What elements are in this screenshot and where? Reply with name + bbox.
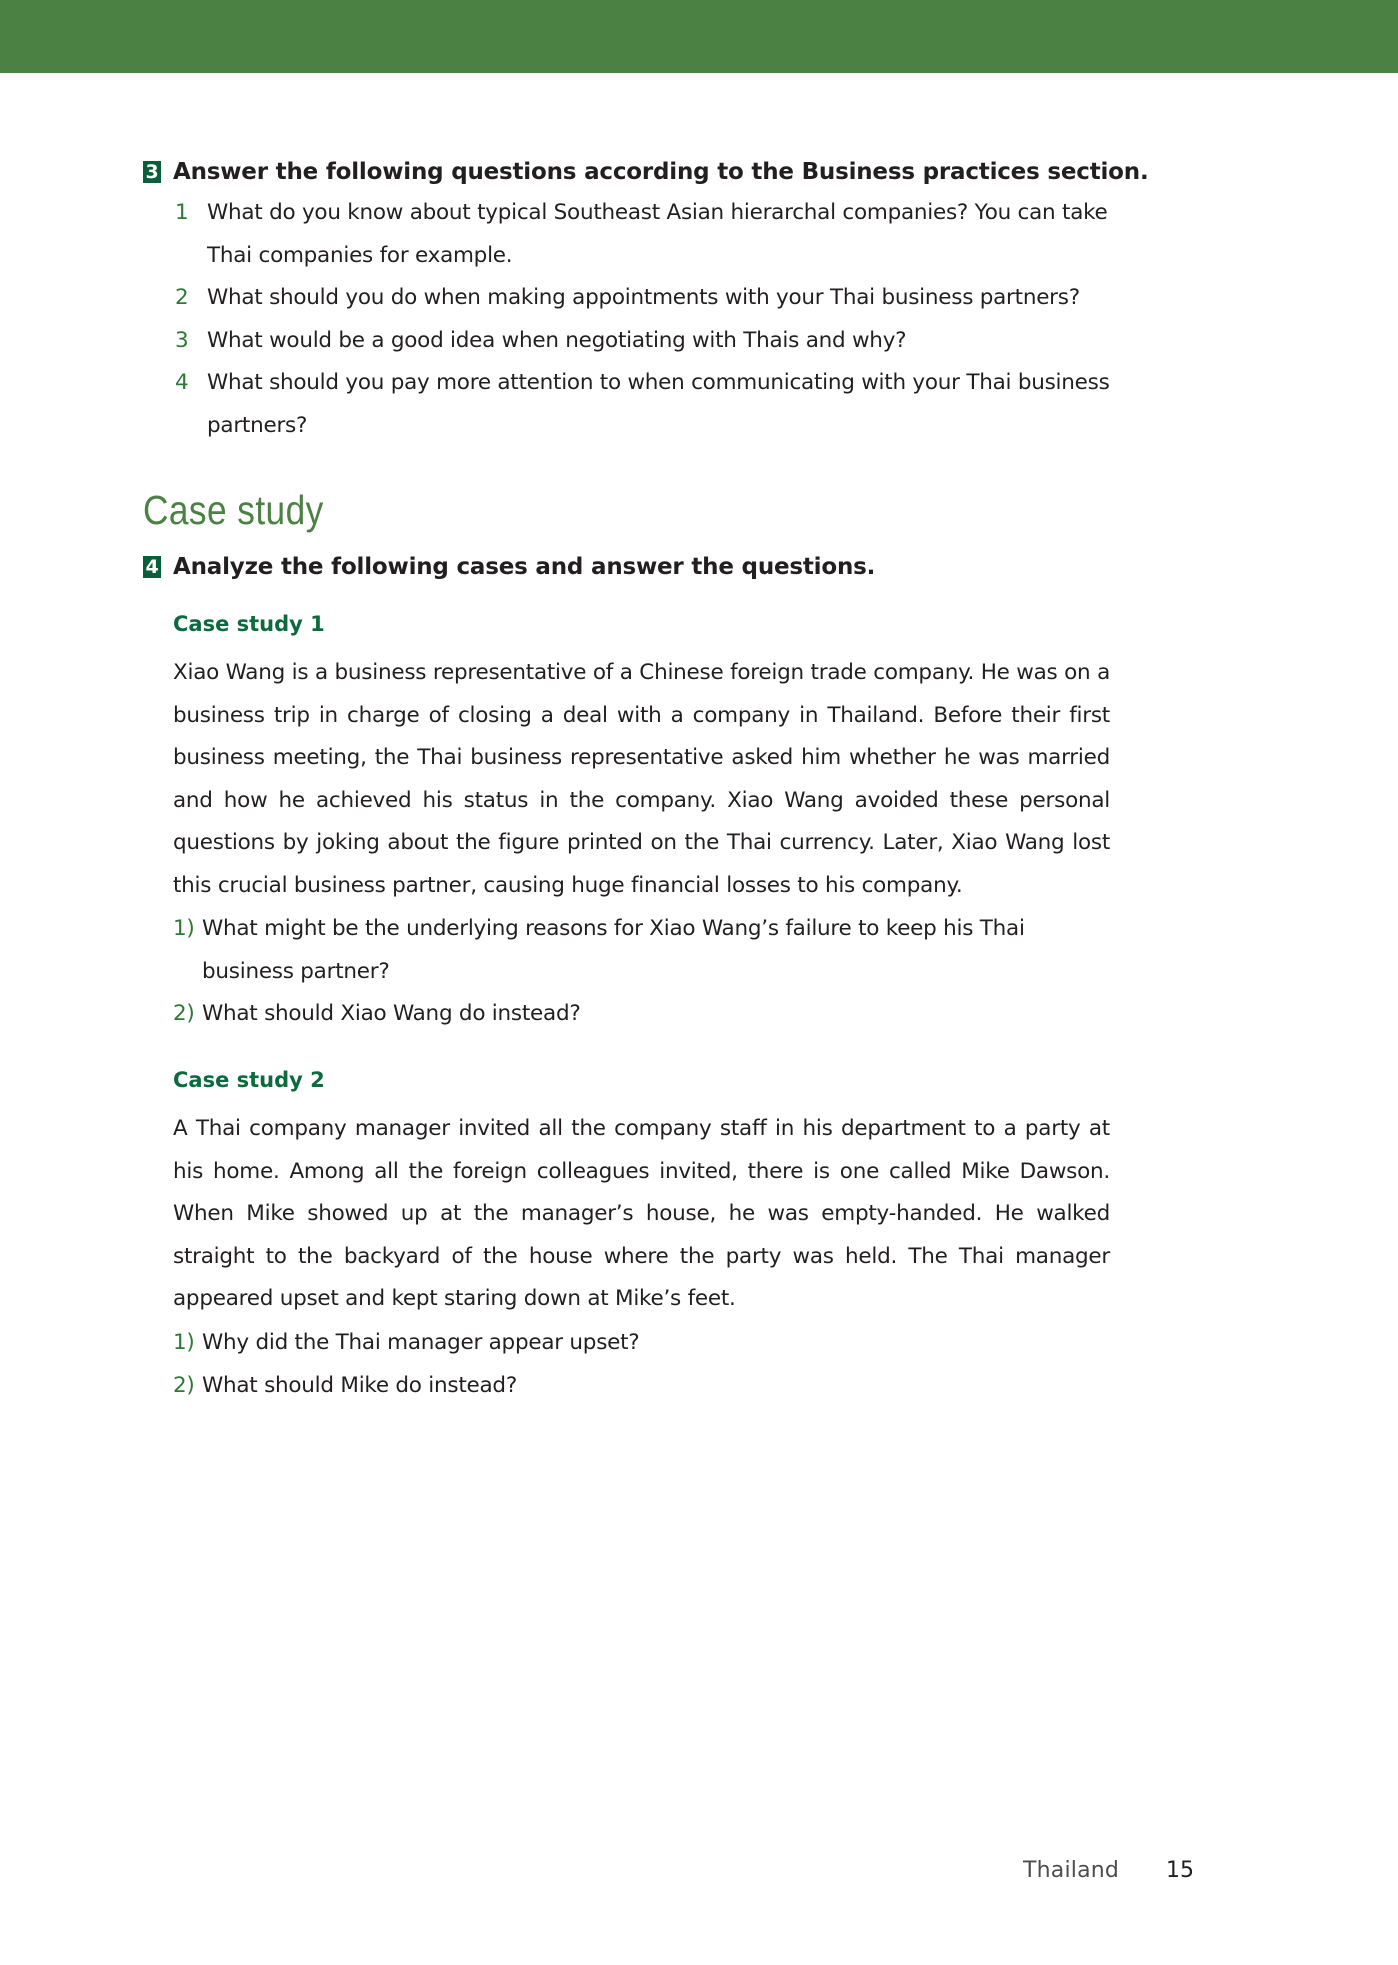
case-question-number: 2): [173, 1372, 195, 1398]
exercise-number-badge: 3: [143, 161, 161, 183]
question-item: [173, 362, 1110, 447]
question-item: [173, 192, 1110, 277]
case-study-2-paragraph: A Thai company manager invited all the company staff in his department to a party at his home. Among all the foreign colleagues invited, there is one called Mike Dawson. When Mike showed up at the manager’s house, he was empty-handed. He walked straight to the backyard of the house where the party was held. The Thai manager appeared upset and kept staring down at Mike’s feet.: [173, 1116, 1110, 1311]
case-study-1-questions: [173, 908, 1110, 1036]
case-study-2-questions: [173, 1322, 1110, 1407]
exercise-3-heading: [143, 157, 1149, 187]
case-question-item: [173, 993, 1110, 1036]
question-text: What should you do when making appointments with your Thai business partners?: [207, 285, 1080, 310]
exercise-4-heading: [143, 552, 875, 582]
case-question-number: 1): [173, 1330, 195, 1355]
page-number: 15: [1166, 1858, 1194, 1883]
case-question-text: What should Mike do instead?: [202, 1372, 517, 1398]
case-question-text: Why did the Thai manager appear upset?: [202, 1330, 640, 1355]
case-question-number: 2): [173, 1001, 195, 1026]
exercise-3-instruction: Answer the following questions according to the Business practices section.: [173, 159, 1149, 185]
question-item: [173, 277, 1110, 320]
question-text: What do you know about typical Southeast Asian hierarchal companies? You can take Thai companies for example.: [207, 200, 1108, 268]
question-number: 4: [175, 370, 189, 395]
case-question-item: [173, 1322, 1110, 1365]
question-number: 3: [175, 327, 189, 353]
exercise-4-instruction: Analyze the following cases and answer the questions.: [173, 554, 876, 580]
case-study-1-paragraph: Xiao Wang is a business representative of a Chinese foreign trade company. He was on a business trip in charge of closing a deal with a company in Thailand. Before their first business meeting, the Thai business representative asked him whether he was married and how he achieved his status in the company. Xiao Wang avoided these personal questions by joking about the figure printed on the Thai currency. Later, Xiao Wang lost this crucial business partner, causing huge financial losses to his company.: [173, 660, 1110, 898]
section-title-case-study: Case study: [143, 487, 324, 533]
case-question-number: 1): [173, 916, 195, 941]
exercise-number-badge: 4: [143, 556, 161, 578]
question-text: What would be a good idea when negotiating with Thais and why?: [207, 327, 907, 353]
question-item: [173, 320, 1110, 363]
case-study-2-title: Case study 2: [173, 1068, 325, 1092]
case-question-text: What might be the underlying reasons for Xiao Wang’s failure to keep his Thai business partner?: [202, 916, 1025, 984]
case-study-1-title: Case study 1: [173, 612, 325, 636]
case-question-text: What should Xiao Wang do instead?: [202, 1001, 581, 1026]
question-text: What should you pay more attention to when communicating with your Thai business partners?: [207, 370, 1110, 438]
case-question-item: [173, 1365, 1110, 1408]
header-green-bar: [0, 0, 1398, 73]
question-number: 2: [175, 285, 189, 310]
case-question-item: [173, 908, 1110, 993]
footer-chapter-name: Thailand: [1023, 1858, 1120, 1883]
exercise-3-question-list: [173, 192, 1110, 447]
question-number: 1: [175, 200, 189, 225]
